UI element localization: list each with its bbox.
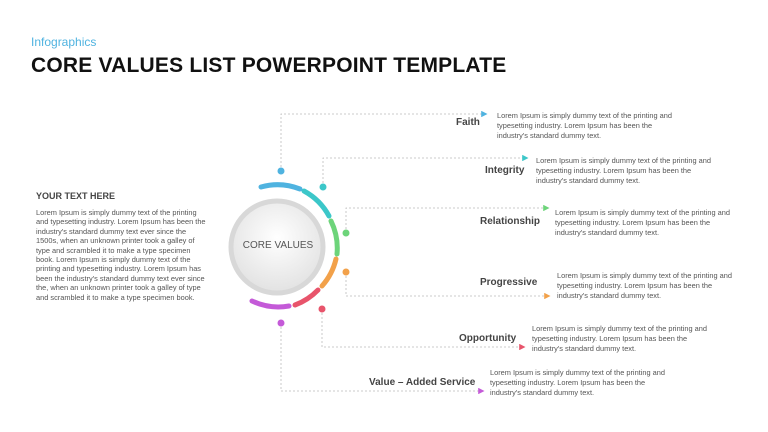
dot-opportunity xyxy=(319,306,326,313)
value-label-value-added: Value – Added Service xyxy=(369,377,476,388)
dot-progressive xyxy=(343,269,350,276)
ring-segment-opportunity xyxy=(295,290,318,305)
value-desc-progressive: Lorem Ipsum is simply dummy text of the printing and typesetting industry. Lorem Ipsum has been the industry's standard dummy text. xyxy=(557,271,732,300)
dot-faith xyxy=(278,168,285,175)
left-body-text: Lorem Ipsum is simply dummy text of the printing and typesetting industry. Lorem Ipsum has been the industry's standard dummy text ever since the 1500s, when an unknown printer took a galley of type and scrambled it to make a type specimen book. Lorem Ipsum is simply dummy text of the printing and typesetting industry. Lorem Ipsum has been the industry's standard dummy text ever since the, when an unknown printer took a galley of type and scrambled it to make a type specimen book. xyxy=(36,208,206,302)
value-label-relationship: Relationship xyxy=(480,216,541,227)
value-desc-relationship: Lorem Ipsum is simply dummy text of the printing and typesetting industry. Lorem Ipsum has been the industry's standard dummy text. xyxy=(555,208,730,237)
value-desc-value-added: Lorem Ipsum is simply dummy text of the printing and typesetting industry. Lorem Ipsum has been the industry's standard dummy text. xyxy=(490,368,665,397)
ring-segment-value-added xyxy=(252,301,289,307)
value-label-faith: Faith xyxy=(456,117,480,128)
slide-subtitle: Infographics xyxy=(31,35,97,49)
value-label-opportunity: Opportunity xyxy=(459,333,517,344)
value-label-progressive: Progressive xyxy=(480,277,538,288)
ring-segment-relationship xyxy=(331,221,337,254)
ring-segment-faith xyxy=(261,185,300,189)
ring-segment-progressive xyxy=(322,259,336,286)
center-label: CORE VALUES xyxy=(242,240,314,251)
dot-relationship xyxy=(343,230,350,237)
dot-value-added xyxy=(278,320,285,327)
left-heading: YOUR TEXT HERE xyxy=(36,191,116,201)
value-desc-integrity: Lorem Ipsum is simply dummy text of the printing and typesetting industry. Lorem Ipsum has been the industry's standard dummy text. xyxy=(536,156,711,185)
slide-title: CORE VALUES LIST POWERPOINT TEMPLATE xyxy=(31,54,507,77)
value-desc-faith: Lorem Ipsum is simply dummy text of the printing and typesetting industry. Lorem Ipsum has been the industry's standard dummy text. xyxy=(497,111,672,140)
dot-integrity xyxy=(320,184,327,191)
value-desc-opportunity: Lorem Ipsum is simply dummy text of the printing and typesetting industry. Lorem Ipsum has been the industry's standard dummy text. xyxy=(532,324,707,353)
value-label-integrity: Integrity xyxy=(485,165,525,176)
